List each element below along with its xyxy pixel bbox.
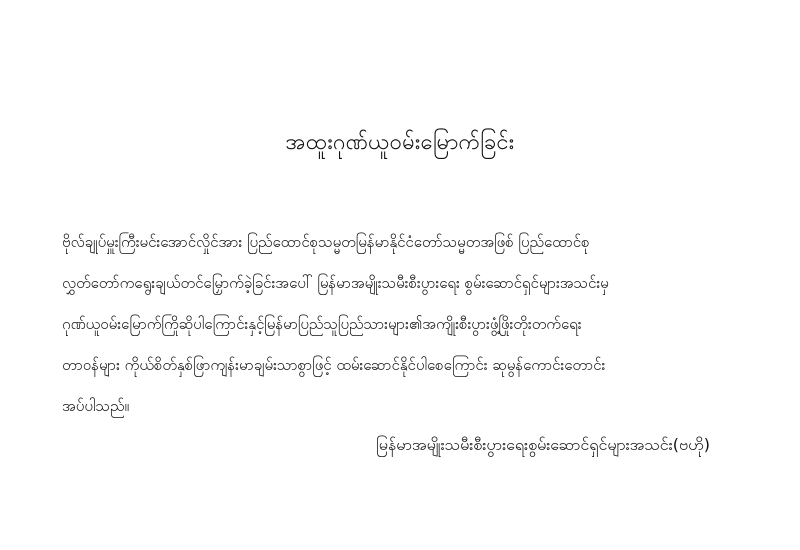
body-line: လွှတ်တော်ကရွေးချယ်တင်မြှောက်ခဲ့ခြင်းအပေါ် မြန်မာအမျိုးသမီးစီးပွားရေး စွမ်းဆောင်ရှင်များအသင်းမှ (62, 274, 609, 292)
body-line: တာဝန်များ ကိုယ်စိတ်နှစ်ဖြာကျန်းမာချမ်းသာစွာဖြင့် ထမ်းဆောင်နိုင်ပါစေကြောင်း ဆုမွန်ကောင်းတောင်း (62, 356, 606, 374)
page-title: အထူးဂုဏ်ယူဝမ်းမြောက်ခြင်း (285, 130, 515, 155)
signature-line: မြန်မာအမျိုးသမီးစီးပွားရေးစွမ်းဆောင်ရှင်များအသင်း(ဗဟို) (376, 435, 710, 454)
document-body (62, 222, 738, 427)
body-line: ဗိုလ်ချုပ်မှူးကြီးမင်းအောင်လှိုင်အား ပြည်ထောင်စုသမ္မတမြန်မာနိုင်ငံတော်သမ္မတအဖြစ် ပြည်ထောင်စု (62, 233, 590, 251)
body-line: ဂုဏ်ယူဝမ်းမြောက်ကြိုဆိုပါကြောင်းနှင့်မြန်မာပြည်သူပြည်သားများ၏အကျိုးစီးပွားဖွံ့ဖြိုးတိုးတက်ရေး (62, 315, 582, 333)
body-line: အပ်ပါသည်။ (62, 397, 130, 415)
